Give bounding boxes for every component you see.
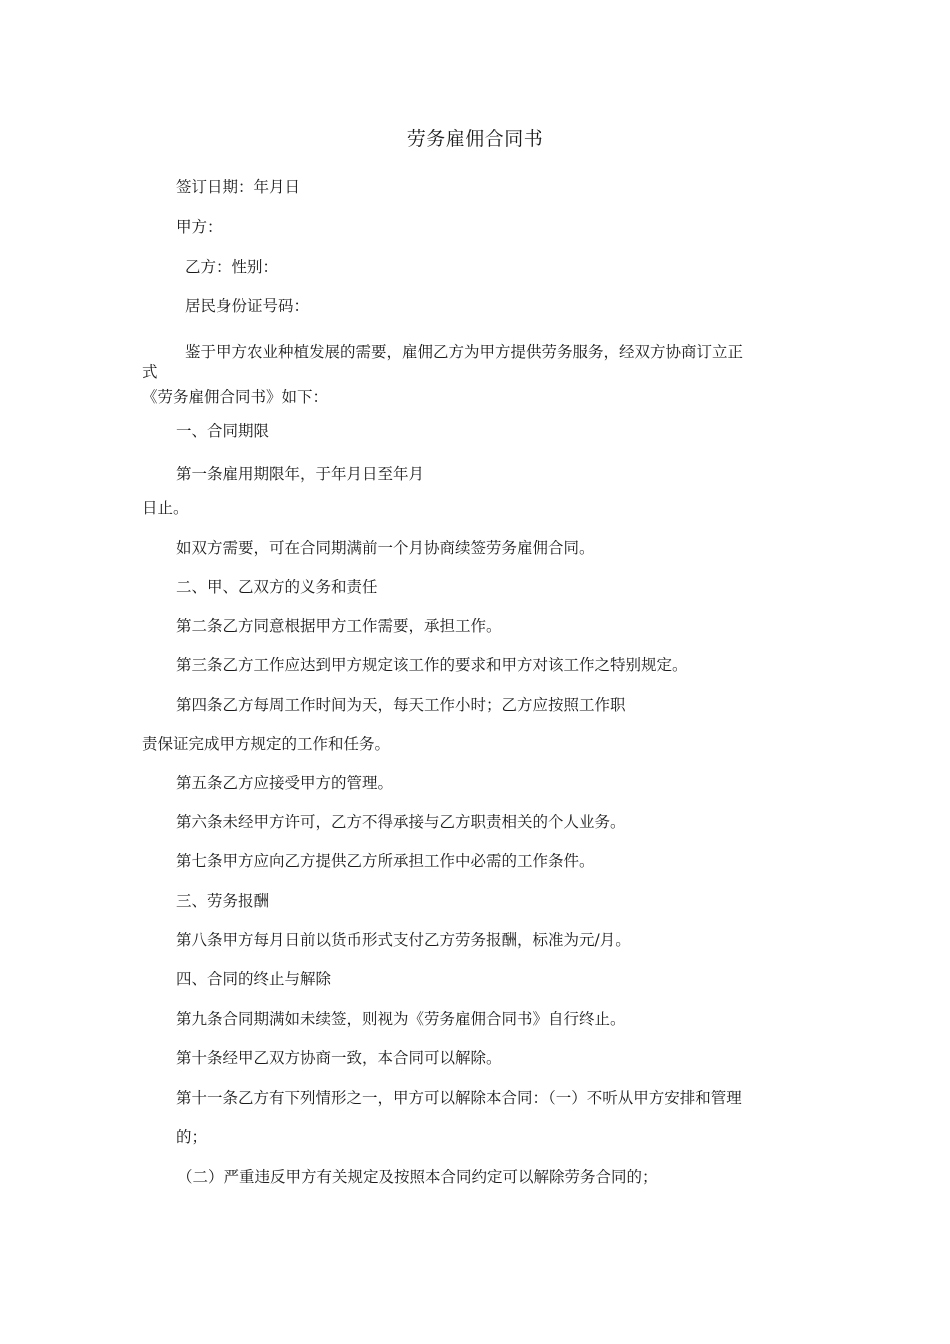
- clause-line: 第一条雇用期限年，于年月日至年月: [176, 465, 425, 483]
- signing-date-line: 签订日期：年月日: [176, 178, 301, 196]
- section-heading: 三、劳务报酬: [176, 892, 270, 910]
- clause-line: 第三条乙方工作应达到甲方规定该工作的要求和甲方对该工作之特别规定。: [176, 656, 688, 674]
- id-number-line: 居民身份证号码：: [185, 297, 310, 315]
- section-heading: 二、甲、乙双方的义务和责任: [176, 578, 378, 596]
- clause-line: 如双方需要，可在合同期满前一个月协商续签劳务雇佣合同。: [176, 539, 595, 557]
- clause-line: 第八条甲方每月日前以货币形式支付乙方劳务报酬，标准为元/月。: [176, 931, 631, 949]
- clause-line: 的；: [176, 1128, 208, 1146]
- clause-line: （二）严重违反甲方有关规定及按照本合同约定可以解除劳务合同的；: [177, 1168, 658, 1186]
- preamble-line: 《劳务雇佣合同书》如下：: [142, 388, 329, 406]
- clause-line: 第六条未经甲方许可，乙方不得承接与乙方职责相关的个人业务。: [176, 813, 626, 831]
- clause-line: 第四条乙方每周工作时间为天，每天工作小时；乙方应按照工作职: [176, 696, 626, 714]
- clause-line: 第九条合同期满如未续签，则视为《劳务雇佣合同书》自行终止。: [176, 1010, 626, 1028]
- section-heading: 一、合同期限: [176, 422, 270, 440]
- party-b-line: 乙方：性别：: [185, 258, 279, 276]
- section-heading: 四、合同的终止与解除: [176, 970, 332, 988]
- preamble-line: 鉴于甲方农业种植发展的需要，雇佣乙方为甲方提供劳务服务，经双方协商订立正: [185, 343, 744, 361]
- clause-line: 第二条乙方同意根据甲方工作需要，承担工作。: [176, 617, 502, 635]
- clause-line: 日止。: [142, 499, 189, 517]
- preamble-line: 式: [142, 363, 158, 381]
- clause-line: 责保证完成甲方规定的工作和任务。: [142, 735, 391, 753]
- clause-line: 第十一条乙方有下列情形之一，甲方可以解除本合同：（一）不听从甲方安排和管理: [176, 1089, 742, 1107]
- clause-line: 第十条经甲乙双方协商一致，本合同可以解除。: [176, 1049, 502, 1067]
- clause-line: 第七条甲方应向乙方提供乙方所承担工作中必需的工作条件。: [176, 852, 595, 870]
- clause-line: 第五条乙方应接受甲方的管理。: [176, 774, 394, 792]
- document-title: 劳务雇佣合同书: [406, 128, 544, 150]
- party-a-line: 甲方：: [176, 218, 223, 236]
